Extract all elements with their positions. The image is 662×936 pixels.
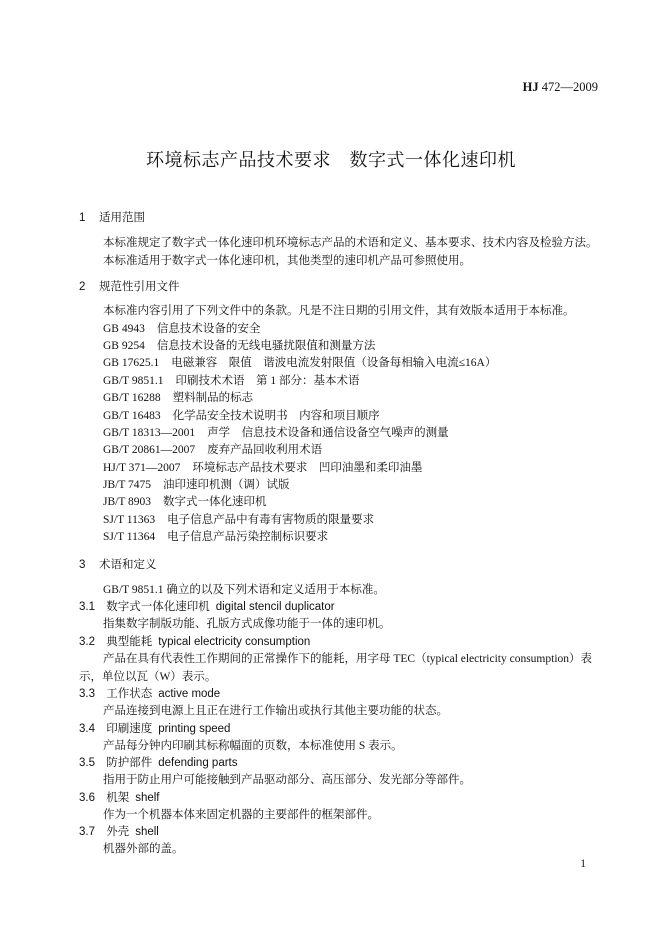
term-en: printing speed (158, 723, 231, 735)
reference-code: GB/T 16483 (103, 410, 161, 422)
term-cn: 机架 (106, 792, 130, 804)
standard-number: 472—2009 (541, 80, 598, 94)
reference-code: GB/T 16288 (103, 392, 161, 404)
term-cn: 工作状态 (106, 688, 153, 700)
reference-item (103, 407, 380, 423)
section-number: 2 (79, 281, 86, 293)
term-number: 3.7 (79, 826, 95, 838)
reference-item (103, 320, 260, 336)
term-cn: 印刷速度 (106, 723, 153, 735)
page-number: 1 (580, 858, 586, 870)
section-title: 术语和定义 (99, 559, 157, 571)
term-heading (79, 754, 238, 770)
term-heading (79, 633, 310, 649)
section-3-intro: GB/T 9851.1 确立的以及下列术语和定义适用于本标准。 (103, 584, 385, 596)
term-heading (79, 823, 159, 839)
section-1-paragraph: 本标准规定了数字式一体化速印机环境标志产品的术语和定义、基本要求、技术内容及检验方法。 (103, 237, 598, 249)
section-1-heading (79, 209, 145, 225)
term-definition: 作为一个机器本体来固定机器的主要部件的框架部件。 (103, 809, 379, 821)
term-cn: 典型能耗 (106, 636, 153, 648)
term-number: 3.5 (79, 757, 95, 769)
term-definition: 产品在具有代表性工作期间的正常操作下的能耗，用字母 TEC（typical electricity consumption）表 (103, 653, 593, 665)
term-en: digital stencil duplicator (215, 601, 335, 613)
term-cn: 防护部件 (106, 757, 153, 769)
section-1-paragraph: 本标准适用于数字式一体化速印机，其他类型的速印机产品可参照使用。 (103, 255, 471, 267)
term-definition: 机器外部的盖。 (103, 843, 184, 855)
term-heading (79, 789, 160, 805)
term-heading (79, 720, 230, 736)
reference-name: 印刷技术术语 第 1 部分：基本术语 (175, 375, 360, 387)
reference-code: GB/T 9851.1 (103, 375, 164, 387)
section-number: 3 (79, 559, 86, 571)
section-title: 规范性引用文件 (99, 281, 180, 293)
term-en: shell (135, 826, 159, 838)
document-title: 环境标志产品技术要求 数字式一体化速印机 (146, 150, 516, 170)
section-2-intro: 本标准内容引用了下列文件中的条款。凡是不注日期的引用文件，其有效版本适用于本标准。 (103, 305, 575, 317)
reference-name: 废弃产品回收利用术语 (207, 444, 323, 456)
term-en: active mode (158, 688, 221, 700)
reference-item (103, 389, 253, 405)
reference-item (103, 354, 496, 370)
reference-name: 电磁兼容 限值 谐波电流发射限值（设备每相输入电流≤16A） (171, 357, 497, 369)
reference-code: GB/T 20861—2007 (103, 444, 196, 456)
reference-name: 电子信息产品污染控制标识要求 (167, 531, 329, 543)
reference-code: GB 17625.1 (103, 357, 160, 369)
reference-code: GB 9254 (103, 340, 145, 352)
reference-item (103, 372, 360, 388)
reference-name: 声学 信息技术设备和通信设备空气噪声的测量 (207, 427, 449, 439)
reference-name: 环境标志产品技术要求 凹印油墨和柔印油墨 (192, 462, 423, 474)
term-number: 3.2 (79, 636, 95, 648)
reference-item (103, 459, 422, 475)
reference-name: 油印速印机测（调）试版 (163, 479, 290, 491)
reference-code: JB/T 7475 (103, 479, 152, 491)
term-definition-continued: 示，单位以瓦（W）表示。 (79, 671, 217, 683)
reference-name: 信息技术设备的无线电骚扰限值和测量方法 (156, 340, 376, 352)
term-en: typical electricity consumption (158, 636, 311, 648)
reference-code: GB/T 18313—2001 (103, 427, 196, 439)
reference-item (103, 511, 374, 527)
reference-name: 化学品安全技术说明书 内容和项目顺序 (172, 410, 380, 422)
section-3-heading (79, 556, 157, 572)
reference-item (103, 528, 328, 544)
reference-name: 电子信息产品中有毒有害物质的限量要求 (167, 514, 375, 526)
term-number: 3.3 (79, 688, 95, 700)
reference-item (103, 493, 267, 509)
term-cn: 外壳 (106, 826, 130, 838)
term-heading (79, 598, 335, 614)
reference-item (103, 476, 290, 492)
section-2-heading (79, 278, 180, 294)
term-number: 3.6 (79, 792, 95, 804)
reference-name: 塑料制品的标志 (172, 392, 254, 404)
term-en: defending parts (158, 757, 238, 769)
reference-item (103, 337, 375, 353)
term-number: 3.4 (79, 723, 95, 735)
section-number: 1 (79, 212, 86, 224)
standard-prefix: HJ (522, 80, 539, 94)
standard-code (523, 80, 598, 95)
reference-code: GB 4943 (103, 323, 145, 335)
reference-code: SJ/T 11363 (103, 514, 156, 526)
term-definition: 产品连接到电源上且正在进行工作输出或执行其他主要功能的状态。 (103, 705, 448, 717)
term-definition: 产品每分钟内印刷其标称幅面的页数，本标准使用 S 表示。 (103, 740, 403, 752)
reference-code: SJ/T 11364 (103, 531, 156, 543)
reference-item (103, 441, 322, 457)
term-definition: 指集数字制版功能、孔版方式成像功能于一体的速印机。 (103, 618, 391, 630)
term-en: shelf (135, 792, 160, 804)
term-number: 3.1 (79, 601, 95, 613)
reference-code: JB/T 8903 (103, 496, 152, 508)
reference-name: 信息技术设备的安全 (156, 323, 261, 335)
reference-name: 数字式一体化速印机 (163, 496, 267, 508)
reference-code: HJ/T 371—2007 (103, 462, 181, 474)
term-cn: 数字式一体化速印机 (106, 601, 210, 613)
reference-item (103, 424, 449, 440)
section-title: 适用范围 (99, 212, 145, 224)
term-heading (79, 685, 220, 701)
term-definition: 指用于防止用户可能接触到产品驱动部分、高压部分、发光部分等部件。 (103, 774, 471, 786)
